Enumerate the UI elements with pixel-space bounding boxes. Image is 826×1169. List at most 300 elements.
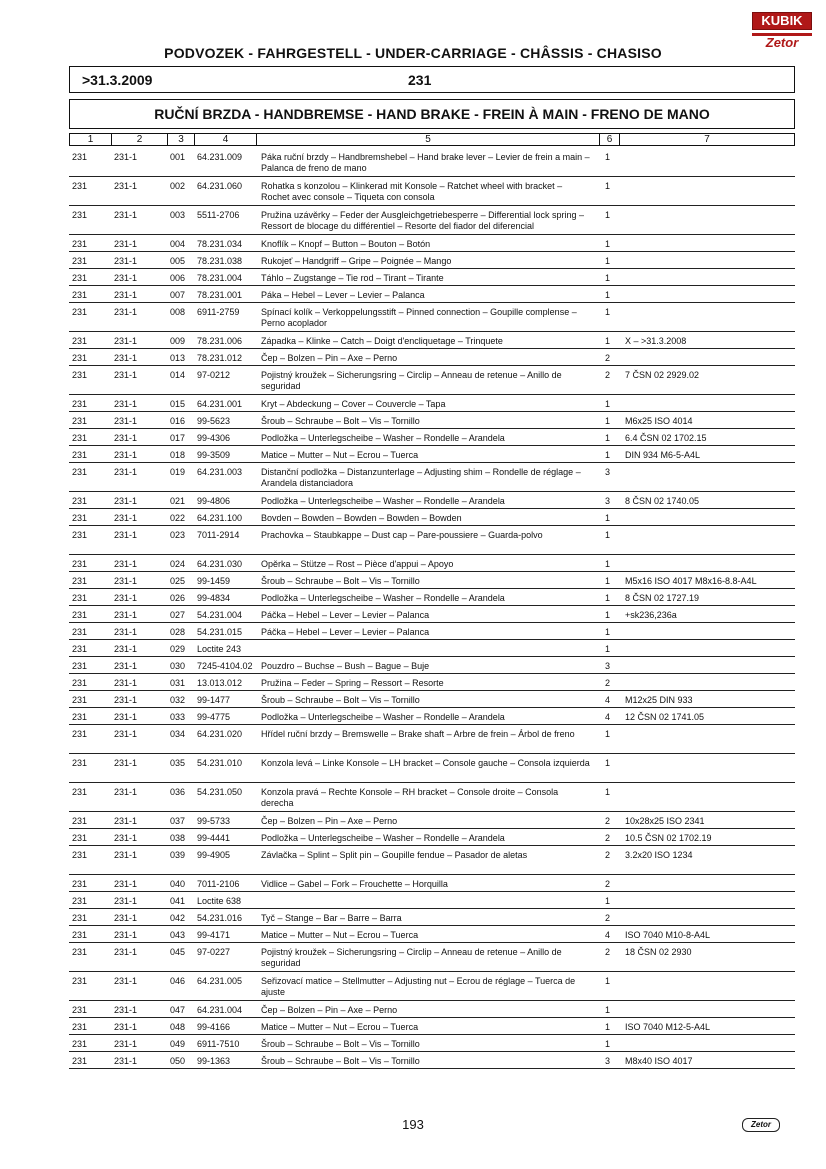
row-description: Čep – Bolzen – Pin – Axe – Perno [261,1005,398,1015]
table-row [69,657,795,674]
row-group: 231 [72,712,88,722]
row-group: 231 [72,1039,88,1049]
row-group: 231 [72,661,88,671]
table-row [69,875,795,892]
row-quantity: 1 [605,256,611,266]
row-part-number: 99-4775 [197,712,231,722]
table-row [69,829,795,846]
row-position: 009 [170,336,186,346]
row-position: 049 [170,1039,186,1049]
row-position: 047 [170,1005,186,1015]
row-position: 019 [170,467,186,477]
row-subgroup: 231-1 [114,353,138,363]
table-row [69,349,795,366]
row-quantity: 1 [605,787,611,797]
row-subgroup: 231-1 [114,695,138,705]
row-part-number: 99-4171 [197,930,231,940]
row-quantity: 4 [605,712,611,722]
row-position: 048 [170,1022,186,1032]
page-number: 193 [402,1117,424,1132]
row-quantity: 2 [605,879,611,889]
row-part-number: 64.231.020 [197,729,243,739]
row-subgroup: 231-1 [114,576,138,586]
row-position: 007 [170,290,186,300]
row-position: 013 [170,353,186,363]
row-quantity: 1 [605,976,611,986]
row-group: 231 [72,758,88,768]
logo-zetor: Zetor [752,33,812,50]
row-subgroup: 231-1 [114,947,138,957]
row-note: ISO 7040 M12-5-A4L [625,1022,711,1032]
row-group: 231 [72,559,88,569]
row-quantity: 4 [605,695,611,705]
row-subgroup: 231-1 [114,1039,138,1049]
row-group: 231 [72,152,88,162]
row-quantity: 1 [605,644,611,654]
table-row [69,492,795,509]
row-quantity: 1 [605,576,611,586]
row-group: 231 [72,816,88,826]
row-description: Rukojeť – Handgriff – Gripe – Poignée – Mango [261,256,452,266]
row-quantity: 1 [605,210,611,220]
row-description: Podložka – Unterlegscheibe – Washer – Rondelle – Arandela [261,833,505,843]
row-subgroup: 231-1 [114,181,138,191]
row-part-number: 6911-7510 [197,1039,240,1049]
row-description: Matice – Mutter – Nut – Ecrou – Tuerca [261,930,419,940]
row-description: Hřídel ruční brzdy – Bremswelle – Brake shaft – Arbre de frein – Árbol de freno [261,729,575,739]
row-position: 002 [170,181,186,191]
row-part-number: 99-3509 [197,450,231,460]
row-part-number: 54.231.015 [197,627,243,637]
row-description: Páka – Hebel – Lever – Levier – Palanca [261,290,425,300]
row-subgroup: 231-1 [114,896,138,906]
table-row [69,555,795,572]
logo-kubik: KUBIK [752,12,812,30]
row-description: Páka ruční brzdy – Handbremshebel – Hand brake lever – Levier de frein a main – Palanca de freno de mano [261,152,590,173]
row-description: Vidlice – Gabel – Fork – Frouchette – Horquilla [261,879,448,889]
row-position: 021 [170,496,186,506]
row-quantity: 1 [605,627,611,637]
row-quantity: 1 [605,273,611,283]
row-description: Matice – Mutter – Nut – Ecrou – Tuerca [261,1022,419,1032]
row-subgroup: 231-1 [114,307,138,317]
table-row [69,286,795,303]
row-subgroup: 231-1 [114,416,138,426]
row-part-number: 99-4441 [197,833,231,843]
row-subgroup: 231-1 [114,1022,138,1032]
table-row [69,148,795,177]
row-note: X – >31.3.2008 [625,336,687,346]
row-part-number: 7011-2914 [197,530,240,540]
row-group: 231 [72,399,88,409]
row-part-number: 99-1459 [197,576,231,586]
row-subgroup: 231-1 [114,850,138,860]
validity-group-box [69,66,795,93]
row-group: 231 [72,930,88,940]
table-row [69,606,795,623]
column-header-row [69,133,795,146]
row-part-number: 64.231.060 [197,181,243,191]
row-part-number: 64.231.030 [197,559,243,569]
row-subgroup: 231-1 [114,336,138,346]
row-quantity: 1 [605,729,611,739]
row-quantity: 3 [605,467,611,477]
column-header: 6 [600,134,620,145]
row-subgroup: 231-1 [114,513,138,523]
row-subgroup: 231-1 [114,833,138,843]
row-quantity: 3 [605,661,611,671]
row-part-number: 64.231.003 [197,467,243,477]
table-row [69,572,795,589]
row-subgroup: 231-1 [114,930,138,940]
row-subgroup: 231-1 [114,152,138,162]
table-row [69,691,795,708]
table-row [69,332,795,349]
row-part-number: 99-1477 [197,695,231,705]
row-position: 023 [170,530,186,540]
row-part-number: 7011-2106 [197,879,240,889]
row-group: 231 [72,947,88,957]
table-row [69,509,795,526]
table-row [69,640,795,657]
row-part-number: 64.231.005 [197,976,243,986]
row-note: 12 ČSN 02 1741.05 [625,712,705,722]
page-header-title: PODVOZEK - FAHRGESTELL - UNDER-CARRIAGE - CHÂSSIS - CHASISO [164,45,662,61]
row-group: 231 [72,879,88,889]
row-part-number: 5511-2706 [197,210,240,220]
row-quantity: 1 [605,559,611,569]
row-subgroup: 231-1 [114,530,138,540]
row-position: 004 [170,239,186,249]
row-note: ISO 7040 M10-8-A4L [625,930,711,940]
row-quantity: 2 [605,913,611,923]
row-group: 231 [72,467,88,477]
row-subgroup: 231-1 [114,210,138,220]
row-subgroup: 231-1 [114,627,138,637]
row-position: 015 [170,399,186,409]
table-row [69,725,795,754]
row-position: 030 [170,661,186,671]
row-part-number: 64.231.001 [197,399,243,409]
column-header: 5 [257,134,600,145]
row-description: Pružina uzávěrky – Feder der Ausgleichgetriebesperre – Differential lock spring – Ressort de blocage du différentiel – Resorte del fiador del diferencial [261,210,585,231]
row-position: 006 [170,273,186,283]
row-part-number: 99-4806 [197,496,231,506]
row-quantity: 1 [605,896,611,906]
row-description: Pružina – Feder – Spring – Ressort – Resorte [261,678,444,688]
row-part-number: 78.231.001 [197,290,243,300]
row-quantity: 1 [605,336,611,346]
row-note: +sk236,236a [625,610,677,620]
table-row [69,429,795,446]
row-part-number: 6911-2759 [197,307,240,317]
row-part-number: 54.231.050 [197,787,243,797]
row-description: Pojistný kroužek – Sicherungsring – Circlip – Anneau de retenue – Anillo de seguridad [261,370,562,391]
row-group: 231 [72,678,88,688]
row-subgroup: 231-1 [114,758,138,768]
row-part-number: 99-4166 [197,1022,231,1032]
row-subgroup: 231-1 [114,913,138,923]
row-quantity: 2 [605,816,611,826]
row-description: Tyč – Stange – Bar – Barre – Barra [261,913,402,923]
table-row [69,623,795,640]
row-position: 014 [170,370,186,380]
row-subgroup: 231-1 [114,370,138,380]
zetor-footer-logo: Zetor [742,1118,780,1132]
row-quantity: 2 [605,850,611,860]
row-description: Šroub – Schraube – Bolt – Vis – Tornillo [261,576,420,586]
row-part-number: 78.231.004 [197,273,243,283]
row-group: 231 [72,787,88,797]
row-position: 035 [170,758,186,768]
table-row [69,1052,795,1069]
row-position: 031 [170,678,186,688]
row-note: DIN 934 M6-5-A4L [625,450,701,460]
row-subgroup: 231-1 [114,816,138,826]
row-description: Rohatka s konzolou – Klinkerad mit Konsole – Ratchet wheel with bracket – Rochet avec console – Tiqueta con consola [261,181,563,202]
row-part-number: 7245-4104.02 [197,661,253,671]
row-position: 028 [170,627,186,637]
row-group: 231 [72,1022,88,1032]
row-subgroup: 231-1 [114,273,138,283]
row-part-number: 99-5623 [197,416,231,426]
row-part-number: 64.231.009 [197,152,243,162]
row-description: Spínací kolík – Verkoppelungsstift – Pinned connection – Goupille complense – Perno acoplador [261,307,577,328]
row-group: 231 [72,627,88,637]
row-group: 231 [72,433,88,443]
table-row [69,252,795,269]
row-subgroup: 231-1 [114,256,138,266]
row-quantity: 2 [605,947,611,957]
row-quantity: 2 [605,370,611,380]
row-group: 231 [72,290,88,300]
row-subgroup: 231-1 [114,879,138,889]
table-row [69,303,795,332]
row-quantity: 1 [605,433,611,443]
row-quantity: 2 [605,678,611,688]
row-subgroup: 231-1 [114,239,138,249]
row-description: Kryt – Abdeckung – Cover – Couvercle – Tapa [261,399,446,409]
row-description: Závlačka – Splint – Split pin – Goupille fendue – Pasador de aletas [261,850,528,860]
row-part-number: 97-0227 [197,947,231,957]
table-row [69,235,795,252]
row-quantity: 1 [605,1005,611,1015]
row-subgroup: 231-1 [114,644,138,654]
table-row [69,674,795,691]
table-row [69,526,795,555]
row-description: Seřizovací matice – Stellmutter – Adjusting nut – Ecrou de réglage – Tuerca de ajuste [261,976,576,997]
row-description: Podložka – Unterlegscheibe – Washer – Rondelle – Arandela [261,433,505,443]
row-position: 046 [170,976,186,986]
row-description: Konzola levá – Linke Konsole – LH bracket – Console gauche – Consola izquierda [261,758,590,768]
row-description: Pojistný kroužek – Sicherungsring – Circlip – Anneau de retenue – Anillo de seguridad [261,947,562,968]
row-position: 034 [170,729,186,739]
row-position: 041 [170,896,186,906]
row-subgroup: 231-1 [114,610,138,620]
row-position: 036 [170,787,186,797]
kubik-zetor-logo [752,12,812,52]
table-row [69,926,795,943]
row-quantity: 1 [605,181,611,191]
row-quantity: 1 [605,530,611,540]
table-row [69,909,795,926]
column-header: 2 [112,134,168,145]
table-row [69,846,795,875]
row-group: 231 [72,370,88,380]
row-group: 231 [72,181,88,191]
row-group: 231 [72,256,88,266]
row-quantity: 1 [605,1039,611,1049]
row-part-number: 64.231.004 [197,1005,243,1015]
table-row [69,943,795,972]
row-group: 231 [72,593,88,603]
row-description: Čep – Bolzen – Pin – Axe – Perno [261,353,398,363]
row-subgroup: 231-1 [114,661,138,671]
row-group: 231 [72,729,88,739]
row-part-number: 54.231.004 [197,610,243,620]
row-subgroup: 231-1 [114,712,138,722]
row-position: 039 [170,850,186,860]
row-description: Distanční podložka – Distanzunterlage – Adjusting shim – Rondelle de réglage – Arandela distanciadora [261,467,581,488]
row-note: 3.2x20 ISO 1234 [625,850,693,860]
row-note: M12x25 DIN 933 [625,695,693,705]
row-note: M8x40 ISO 4017 [625,1056,693,1066]
column-header: 7 [704,134,710,145]
row-note: 18 ČSN 02 2930 [625,947,692,957]
row-quantity: 1 [605,513,611,523]
row-subgroup: 231-1 [114,1056,138,1066]
row-group: 231 [72,273,88,283]
row-subgroup: 231-1 [114,290,138,300]
row-quantity: 1 [605,416,611,426]
row-group: 231 [72,833,88,843]
row-part-number: 99-5733 [197,816,231,826]
row-description: Opěrka – Stütze – Rost – Pièce d'appui – Apoyo [261,559,454,569]
row-position: 050 [170,1056,186,1066]
row-description: Západka – Klinke – Catch – Doigt d'encliquetage – Trinquete [261,336,503,346]
row-description: Matice – Mutter – Nut – Ecrou – Tuerca [261,450,419,460]
row-subgroup: 231-1 [114,729,138,739]
row-group: 231 [72,450,88,460]
table-row [69,589,795,606]
table-row [69,463,795,492]
row-quantity: 3 [605,496,611,506]
row-description: Páčka – Hebel – Lever – Levier – Palanca [261,627,430,637]
row-part-number: 99-4306 [197,433,231,443]
row-subgroup: 231-1 [114,559,138,569]
section-title: RUČNÍ BRZDA - HANDBREMSE - HAND BRAKE - FREIN À MAIN - FRENO DE MANO [69,99,795,129]
table-row [69,366,795,395]
table-row [69,812,795,829]
row-description: Bovden – Bowden – Bowden – Bowden – Bowden [261,513,462,523]
row-part-number: 78.231.006 [197,336,243,346]
row-description: Podložka – Unterlegscheibe – Washer – Rondelle – Arandela [261,712,505,722]
group-number: 231 [408,72,432,88]
row-position: 043 [170,930,186,940]
row-note: 6.4 ČSN 02 1702.15 [625,433,707,443]
row-description: Táhlo – Zugstange – Tie rod – Tirant – Tirante [261,273,444,283]
row-description: Podložka – Unterlegscheibe – Washer – Rondelle – Arandela [261,593,505,603]
row-subgroup: 231-1 [114,450,138,460]
row-subgroup: 231-1 [114,787,138,797]
row-group: 231 [72,239,88,249]
table-row [69,892,795,909]
row-position: 038 [170,833,186,843]
table-row [69,1001,795,1018]
table-row [69,1035,795,1052]
row-part-number: Loctite 638 [197,896,242,906]
row-group: 231 [72,576,88,586]
table-row [69,395,795,412]
row-note: 8 ČSN 02 1727.19 [625,593,700,603]
row-position: 016 [170,416,186,426]
row-group: 231 [72,513,88,523]
validity-date: >31.3.2009 [82,72,153,88]
row-subgroup: 231-1 [114,678,138,688]
row-subgroup: 231-1 [114,496,138,506]
row-group: 231 [72,896,88,906]
row-description: Prachovka – Staubkappe – Dust cap – Pare-poussiere – Guarda-polvo [261,530,543,540]
row-position: 027 [170,610,186,620]
row-quantity: 3 [605,1056,611,1066]
row-part-number: 78.231.012 [197,353,243,363]
row-part-number: Loctite 243 [197,644,242,654]
row-note: 7 ČSN 02 2929.02 [625,370,700,380]
row-part-number: 78.231.034 [197,239,243,249]
row-part-number: 78.231.038 [197,256,243,266]
row-part-number: 64.231.100 [197,513,243,523]
row-description: Knoflík – Knopf – Button – Bouton – Botón [261,239,431,249]
row-note: 8 ČSN 02 1740.05 [625,496,700,506]
row-group: 231 [72,1056,88,1066]
row-note: 10.5 ČSN 02 1702.19 [625,833,712,843]
row-description: Šroub – Schraube – Bolt – Vis – Tornillo [261,416,420,426]
table-row [69,177,795,206]
row-position: 032 [170,695,186,705]
row-group: 231 [72,210,88,220]
table-row [69,972,795,1001]
column-header: 4 [195,134,257,145]
row-quantity: 2 [605,353,611,363]
column-header: 1 [70,134,112,145]
row-group: 231 [72,695,88,705]
row-group: 231 [72,610,88,620]
row-position: 037 [170,816,186,826]
row-group: 231 [72,530,88,540]
parts-table [69,148,795,1069]
row-part-number: 54.231.010 [197,758,243,768]
row-position: 008 [170,307,186,317]
table-row [69,1018,795,1035]
row-quantity: 4 [605,930,611,940]
row-position: 042 [170,913,186,923]
row-description: Čep – Bolzen – Pin – Axe – Perno [261,816,398,826]
row-description: Konzola pravá – Rechte Konsole – RH bracket – Console droite – Consola derecha [261,787,559,808]
row-group: 231 [72,913,88,923]
row-description: Šroub – Schraube – Bolt – Vis – Tornillo [261,1039,420,1049]
table-row [69,412,795,429]
row-subgroup: 231-1 [114,593,138,603]
row-position: 040 [170,879,186,889]
row-part-number: 99-1363 [197,1056,231,1066]
row-note: M6x25 ISO 4014 [625,416,693,426]
row-subgroup: 231-1 [114,976,138,986]
row-quantity: 1 [605,290,611,300]
row-description: Šroub – Schraube – Bolt – Vis – Tornillo [261,695,420,705]
row-note: M5x16 ISO 4017 M8x16-8.8-A4L [625,576,757,586]
row-part-number: 54.231.016 [197,913,243,923]
row-description: Podložka – Unterlegscheibe – Washer – Rondelle – Arandela [261,496,505,506]
